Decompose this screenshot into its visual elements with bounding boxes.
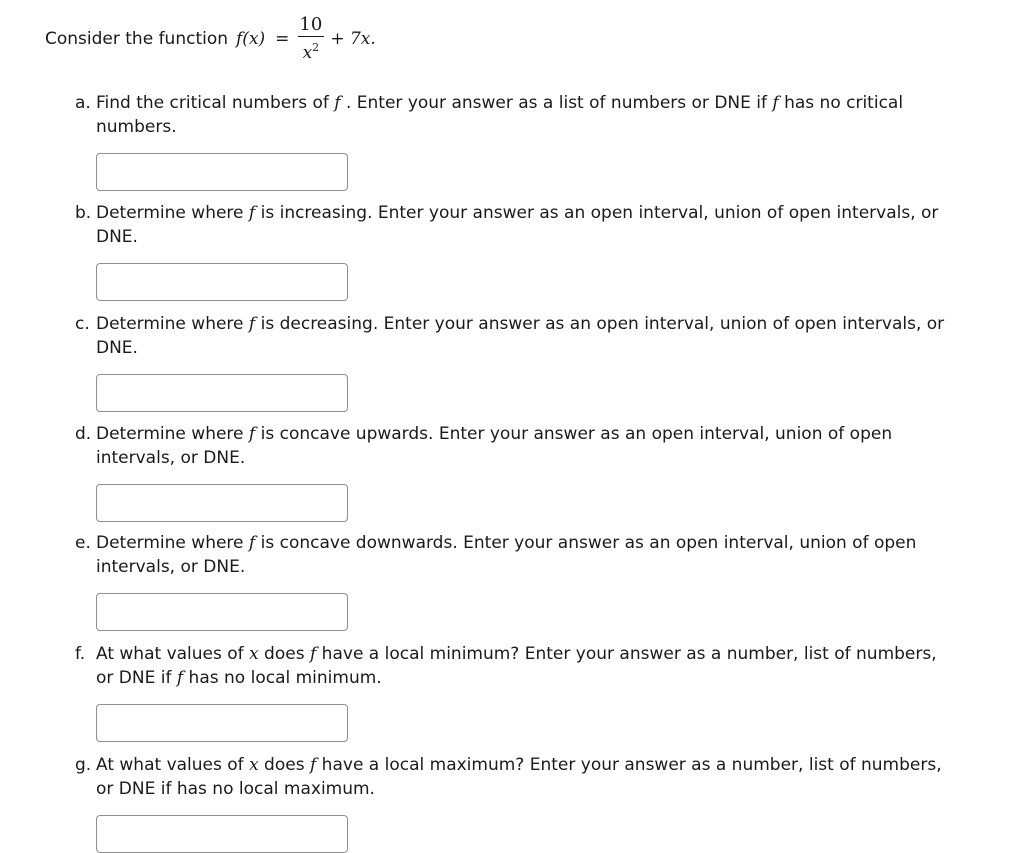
question-text-run: is concave upwards. Enter your answer as an open interval, union of open intervals, or DNE. <box>96 424 893 468</box>
question-text-run: At what values of <box>96 755 250 775</box>
question-text-run: has no local minimum. <box>183 668 382 688</box>
intro-text: Consider the function <box>45 29 229 49</box>
function-name: f(x) <box>236 29 266 49</box>
math-symbol: f <box>334 93 341 113</box>
denominator-variable: x <box>302 43 313 64</box>
fraction <box>297 14 324 65</box>
math-symbol: f <box>176 668 184 688</box>
question-letter: b. <box>75 203 92 223</box>
answer-input-d[interactable] <box>96 484 348 522</box>
question-text <box>96 91 955 139</box>
question-text-run: is increasing. Enter your answer as an open interval, union of open intervals, or DNE. <box>96 203 939 247</box>
question-text-run: is decreasing. Enter your answer as an open interval, union of open intervals, or DNE. <box>96 314 945 358</box>
math-symbol: f <box>248 533 256 553</box>
answer-input-f[interactable] <box>96 704 348 742</box>
math-symbol: f <box>248 314 256 334</box>
question-letter: e. <box>75 533 91 553</box>
question-text-run: Determine where <box>96 203 249 223</box>
question-text-run: Determine where <box>96 424 249 444</box>
math-symbol: f <box>772 93 779 113</box>
question-text <box>96 753 955 801</box>
question-text-run: At what values of <box>96 644 250 664</box>
question-text <box>96 531 955 579</box>
math-symbol: x <box>249 644 259 664</box>
question-text-run: Determine where <box>96 533 249 553</box>
answer-input-a[interactable] <box>96 153 348 191</box>
question-text <box>96 642 955 690</box>
question-text <box>96 422 955 470</box>
question-letter: a. <box>75 93 91 113</box>
denominator-exponent: 2 <box>312 41 320 55</box>
question-e <box>75 531 955 631</box>
question-text-run: has no critical numbers. <box>96 93 904 137</box>
math-symbol: f <box>248 424 256 444</box>
question-d <box>75 422 955 522</box>
problem-statement <box>45 12 376 66</box>
question-text-run: does <box>258 755 310 775</box>
math-symbol: f <box>309 755 317 775</box>
answer-input-e[interactable] <box>96 593 348 631</box>
fraction-denominator <box>303 37 320 64</box>
question-a <box>75 91 955 191</box>
question-letter: d. <box>75 424 92 444</box>
fraction-numerator: 10 <box>299 13 323 35</box>
answer-input-c[interactable] <box>96 374 348 412</box>
question-text-run: . Enter your answer as a list of numbers or DNE if <box>340 93 773 113</box>
answer-input-g[interactable] <box>96 815 348 853</box>
answer-input-b[interactable] <box>96 263 348 301</box>
question-text-run: Determine where <box>96 314 249 334</box>
linear-term: + 7x. <box>330 29 376 49</box>
question-text-run: have a local maximum? Enter your answer as a number, list of numbers, or DNE if has no local maximum. <box>96 755 942 799</box>
question-b <box>75 201 955 301</box>
question-letter: g. <box>75 755 92 775</box>
question-text <box>96 201 955 249</box>
question-text-run: does <box>258 644 310 664</box>
question-text-run: Find the critical numbers of <box>96 93 335 113</box>
math-symbol: f <box>309 644 317 664</box>
question-f <box>75 642 955 742</box>
math-symbol: f <box>248 203 256 223</box>
question-text <box>96 312 955 360</box>
math-symbol: x <box>249 755 259 775</box>
question-text-run: have a local minimum? Enter your answer as a number, list of numbers, or DNE if <box>96 644 937 688</box>
question-g <box>75 753 955 853</box>
question-c <box>75 312 955 412</box>
question-letter: c. <box>75 314 90 334</box>
question-text-run: is concave downwards. Enter your answer as an open interval, union of open intervals, or DNE. <box>96 533 917 577</box>
question-letter: f. <box>75 644 86 664</box>
equals-sign: = <box>275 29 290 49</box>
